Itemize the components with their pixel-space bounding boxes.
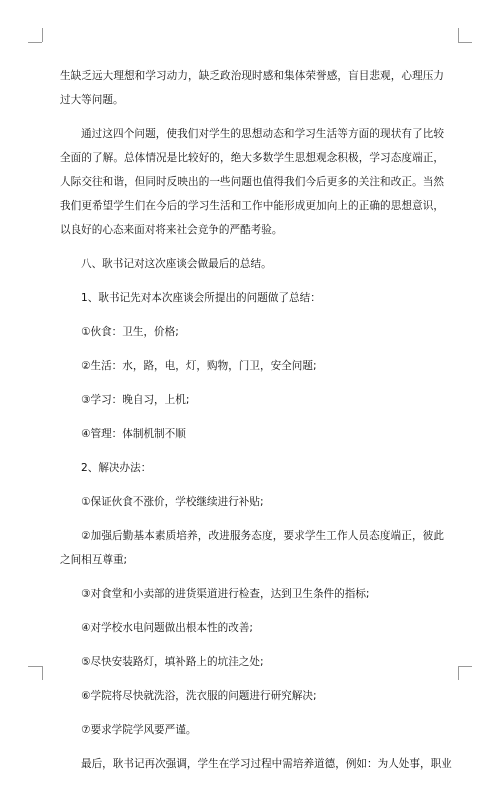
- list-item: ①保证伙食不涨价，学校继续进行补贴;: [81, 496, 264, 508]
- paragraph: 最后，耿书记再次强调，学生在学习过程中需培养道德，例如：为人处事，职业: [81, 758, 452, 770]
- list-item: ④管理：体制机制不顺: [81, 428, 186, 440]
- crop-mark-bottom-right: [458, 666, 472, 667]
- list-item: ①伙食：卫生，价格;: [81, 326, 179, 338]
- list-item: ②生活：水，路，电，灯，购物，门卫，安全问题;: [81, 360, 317, 372]
- list-item: ⑥学院将尽快就洗浴，洗衣服的问题进行研究解决;: [81, 690, 317, 702]
- crop-mark-bottom-left: [28, 666, 42, 667]
- list-item: ⑤尽快安装路灯，填补路上的坑洼之处;: [81, 656, 264, 668]
- list-item: ④对学校水电问题做出根本性的改善;: [81, 622, 253, 634]
- list-item: ②加强后勤基本素质培养，改进服务态度，要求学生工作人员态度端正，彼此之间相互尊重;: [60, 530, 444, 566]
- crop-mark-bottom-left-v: [42, 666, 43, 680]
- crop-mark-top-right-v: [458, 28, 459, 42]
- section-heading: 八、耿书记对这次座谈会做最后的总结。: [81, 258, 272, 270]
- list-item: ③对食堂和小卖部的进货渠道进行检查，达到卫生条件的指标;: [81, 588, 370, 600]
- subsection-heading: 1、耿书记先对本次座谈会所提出的问题做了总结：: [81, 292, 321, 304]
- crop-mark-bottom-right-v: [458, 666, 459, 680]
- document-body: [60, 64, 452, 786]
- paragraph: 生缺乏远大理想和学习动力，缺乏政治现时感和集体荣誉感，盲目悲观，心理压力过大等问题。: [60, 70, 444, 106]
- crop-mark-top-left-v: [42, 28, 43, 42]
- crop-mark-top-left: [28, 42, 42, 43]
- paragraph: 通过这四个问题，使我们对学生的思想动态和学习生活等方面的现状有了比较全面的了解。总体情况是比较好的，绝大多数学生思想观念积极，学习态度端正，人际交往和谐，但同时反映出的一些问题也值得我们今后更多的关注和改正。当然我们更希望学生们在今后的学习生活和工作中能形成更加向上的正确的思想意识，以良好的心态来面对将来社会竞争的严酷考验。: [60, 128, 444, 236]
- subsection-heading: 2、解决办法：: [81, 462, 152, 474]
- list-item: ⑦要求学院学风要严谨。: [81, 724, 197, 736]
- crop-mark-top-right: [458, 42, 472, 43]
- list-item: ③学习：晚自习，上机;: [81, 394, 190, 406]
